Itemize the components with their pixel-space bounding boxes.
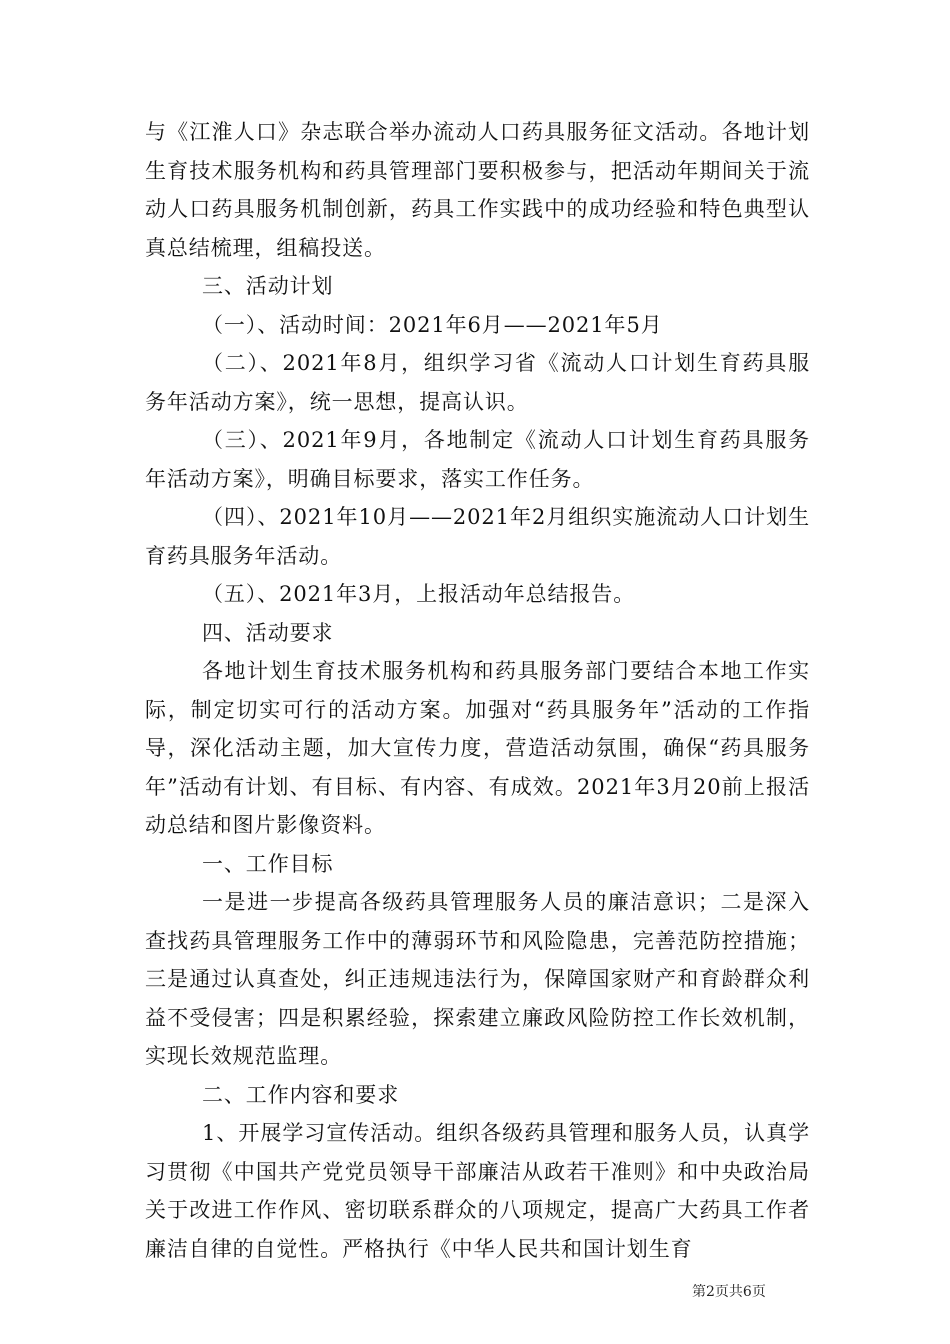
plan-item-1: （一）、活动时间：2021年6月——2021年5月 (202, 312, 663, 337)
document-body (145, 113, 810, 1268)
section-heading-work-goals: 一、工作目标 (202, 851, 334, 876)
plan-item-3: （三）、2021年9月，各地制定《流动人口计划生育药具服务年活动方案》，明确目标要求，落实工作任务。 (145, 428, 810, 491)
section-heading-work-content: 二、工作内容和要求 (202, 1082, 400, 1107)
paragraph-work-goals: 一是进一步提高各级药具管理服务人员的廉洁意识；二是深入查找药具管理服务工作中的薄弱环节和风险隐患，完善范防控措施；三是通过认真查处，纠正违规违法行为，保障国家财产和育龄群众利益不受侵害；四是积累经验，探索建立廉政风险防控工作长效机制，实现长效规范监理。 (145, 890, 810, 1068)
paragraph-study-activity: 1、开展学习宣传活动。组织各级药具管理和服务人员，认真学习贯彻《中国共产党党员领导干部廉洁从政若干准则》和中央政治局关于改进工作作风、密切联系群众的八项规定，提高广大药具工作者廉洁自律的自觉性。严格执行《中华人民共和国计划生育 (145, 1121, 810, 1261)
paragraph-requirements: 各地计划生育技术服务机构和药具服务部门要结合本地工作实际，制定切实可行的活动方案。加强对“药具服务年”活动的工作指导，深化活动主题，加大宣传力度，营造活动氛围，确保“药具服务年”活动有计划、有目标、有内容、有成效。2021年3月20前上报活动总结和图片影像资料。 (145, 659, 810, 837)
section-heading-activity-requirements: 四、活动要求 (202, 620, 334, 645)
plan-item-2: （二）、2021年8月，组织学习省《流动人口计划生育药具服务年活动方案》，统一思想，提高认识。 (145, 351, 810, 414)
plan-item-4: （四）、2021年10月——2021年2月组织实施流动人口计划生育药具服务年活动。 (145, 505, 810, 568)
plan-item-5: （五）、2021年3月，上报活动年总结报告。 (202, 582, 636, 606)
section-heading-activity-plan: 三、活动计划 (202, 274, 334, 298)
paragraph-continuation: 与《江淮人口》杂志联合举办流动人口药具服务征文活动。各地计划生育技术服务机构和药具管理部门要积极参与，把活动年期间关于流动人口药具服务机制创新，药具工作实践中的成功经验和特色典型认真总结梳理，组稿投送。 (145, 120, 810, 260)
page-number-footer: 第2页共6页 (692, 1284, 766, 1300)
